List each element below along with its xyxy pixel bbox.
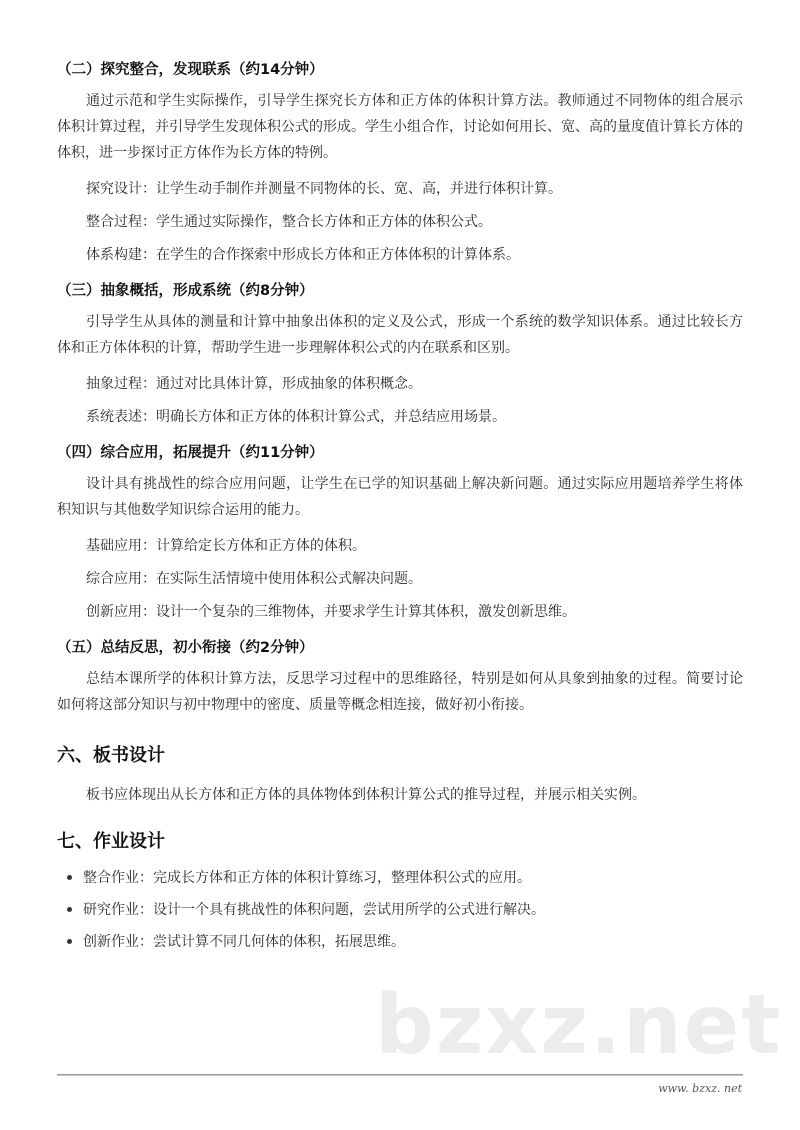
section-heading: （三）抽象概括，形成系统（约8分钟） — [57, 283, 314, 299]
section-abstract-system — [57, 281, 743, 427]
homework-list — [57, 868, 743, 952]
bullet-icon — [67, 875, 72, 880]
section-summary-reflection — [57, 638, 743, 718]
section-item: 基础应用：计算给定长方体和正方体的体积。 — [86, 538, 366, 554]
section-apply-extend — [57, 443, 743, 622]
homework-item: 创新作业：尝试计算不同几何体的体积，拓展思维。 — [67, 932, 743, 952]
section-heading: （五）总结反思，初小衔接（约2分钟） — [57, 640, 314, 656]
section-paragraph: 引导学生从具体的测量和计算中抽象出体积的定义及公式，形成一个系统的数学知识体系。通过比较长方体和正方体体积的计算，帮助学生进一步理解体积公式的内在联系和区别。 — [57, 314, 743, 356]
section-item: 综合应用：在实际生活情境中使用体积公式解决问题。 — [86, 571, 422, 587]
homework-item: 整合作业：完成长方体和正方体的体积计算练习，整理体积公式的应用。 — [67, 868, 743, 888]
bullet-icon — [67, 939, 72, 944]
section-paragraph: 设计具有挑战性的综合应用问题，让学生在已学的知识基础上解决新问题。通过实际应用题培养学生将体积知识与其他数学知识综合运用的能力。 — [57, 476, 743, 518]
board-design-heading: 六、板书设计 — [57, 745, 165, 766]
section-item: 创新应用：设计一个复杂的三维物体，并要求学生计算其体积，激发创新思维。 — [86, 604, 576, 620]
section-item: 系统表述：明确长方体和正方体的体积计算公式，并总结应用场景。 — [86, 409, 506, 425]
footer-url: www. bzxz. net — [658, 1082, 742, 1095]
section-heading: （四）综合应用，拓展提升（约11分钟） — [57, 445, 324, 461]
section-paragraph: 通过示范和学生实际操作，引导学生探究长方体和正方体的体积计算方法。教师通过不同物体的组合展示体积计算过程，并引导学生发现体积公式的形成。学生小组合作，讨论如何用长、宽、高的量度值计算长方体的体积，进一步探讨正方体作为长方体的特例。 — [57, 93, 743, 161]
section-item: 抽象过程：通过对比具体计算，形成抽象的体积概念。 — [86, 376, 422, 392]
section-heading: （二）探究整合，发现联系（约14分钟） — [57, 62, 324, 78]
board-design-section — [57, 744, 743, 808]
homework-heading: 七、作业设计 — [57, 831, 165, 852]
bullet-icon — [67, 907, 72, 912]
section-item: 整合过程：学生通过实际操作，整合长方体和正方体的体积公式。 — [86, 214, 492, 230]
section-item: 探究设计：让学生动手制作并测量不同物体的长、宽、高，并进行体积计算。 — [86, 181, 562, 197]
homework-item: 研究作业：设计一个具有挑战性的体积问题，尝试用所学的公式进行解决。 — [67, 900, 743, 920]
document-page — [57, 60, 743, 964]
watermark: bzxz.net — [375, 978, 783, 1073]
section-item: 体系构建：在学生的合作探索中形成长方体和正方体体积的计算体系。 — [86, 247, 520, 263]
footer-divider — [57, 1074, 743, 1076]
section-explore-integrate — [57, 60, 743, 265]
section-paragraph: 总结本课所学的体积计算方法，反思学习过程中的思维路径，特别是如何从具象到抽象的过程。简要讨论如何将这部分知识与初中物理中的密度、质量等概念相连接，做好初小衔接。 — [57, 671, 743, 713]
board-design-paragraph: 板书应体现出从长方体和正方体的具体物体到体积计算公式的推导过程，并展示相关实例。 — [86, 787, 646, 803]
homework-section — [57, 830, 743, 952]
